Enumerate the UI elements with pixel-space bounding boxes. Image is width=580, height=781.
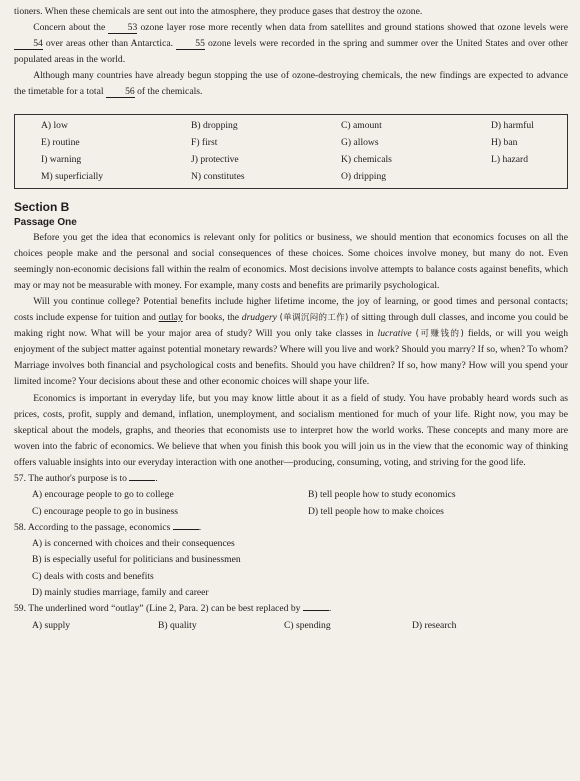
chinese-gloss: (单调沉闷的工作) — [279, 313, 349, 324]
option-c: C) encourage people to go in business — [32, 505, 179, 517]
option-a: A) is concerned with choices and their consequences — [32, 538, 235, 550]
italic-word-lucrative: lucrative — [377, 328, 412, 340]
blank-56: 56 — [106, 86, 135, 98]
option-a: A) encourage people to go to college — [32, 489, 174, 501]
option-d: D) tell people how to make choices — [308, 505, 444, 517]
option-b: B) is especially useful for politicians and businessmen — [32, 554, 241, 566]
question-57-options — [14, 487, 568, 520]
word-option: L) hazard — [491, 153, 529, 165]
word-option: E) routine — [41, 136, 80, 148]
word-option: I) warning — [41, 153, 82, 165]
cloze-paragraph-3: Although many countries have already begun stopping the use of ozone-destroying chemicals, the new findings are expected to advance the timetable for a total 56 of the chemicals. — [14, 70, 568, 98]
blank-53: 53 — [108, 22, 137, 34]
question-57: 57. The author's purpose is to . — [14, 472, 158, 484]
option-d: D) mainly studies marriage, family and career — [32, 587, 209, 599]
section-title: Section B — [14, 199, 70, 214]
blank-55: 55 — [176, 38, 205, 50]
underlined-word-outlay: outlay — [158, 312, 183, 324]
word-option: B) dropping — [191, 119, 238, 131]
word-bank-grid — [41, 119, 567, 184]
italic-word-drudgery: drudgery — [241, 312, 277, 324]
blank-54: 54 — [14, 38, 43, 50]
cloze-paragraph-2: Concern about the 53 ozone layer rose more recently when data from satellites and ground stations showed that ozone levels were 54 over areas other than Antarctica. 55 ozone levels were recorded in the spring and summer over the United States and over other populated areas in the world. — [14, 22, 569, 66]
word-bank-box — [14, 114, 568, 189]
word-option: J) protective — [191, 153, 239, 165]
question-58: 58. According to the passage, economics . — [14, 521, 202, 533]
answer-blank — [303, 610, 329, 611]
passage-paragraph-2: Will you continue college? Potential benefits include higher lifetime income, the joy of learning, or good times and personal contacts; costs include expense for tuition and outlay for books, the drudgery (单调沉闷的工作) of sitting through dull classes, and income you could be making right now. What will be your major area of study? Will you only take classes in lucrative (可赚钱的) fields, or will you weigh enjoyment of the subject matter against potential monetary rewards? Where will you live and work? Should you marry? If so, when? To whom? Marriage involves both financial and psychological costs and benefits. Should you have children? If so, how many? How will you spend your limited income? Your decisions about these and other economic choices will shape your life. — [14, 295, 569, 388]
word-option: G) allows — [341, 136, 379, 148]
passage-paragraph-1: Before you get the idea that economics is relevant only for politics or business, we should mention that economics focuses on all the choices people make and the personal and social consequences of these choices. Some choices involve money, but many do not. Even seemingly non-economic decisions fall within the realm of economics. Most decisions involve attempts to balance costs against benefits, which may or may not be measurable with money. For example, many costs and benefits are primarily psychological. — [14, 231, 568, 291]
passage-title: Passage One — [14, 216, 77, 228]
question-59: 59. The underlined word “outlay” (Line 2, Para. 2) can be best replaced by . — [14, 603, 332, 615]
passage-paragraph-3: Economics is important in everyday life, but you may know little about it as a field of study. You have probably heard words such as prices, costs, profit, supply and demand, inflation, unemployment, and socialism mentioned for much of your life. Right now, you may be skeptical about the models, graphs, and theories that economists use to interpret how the world works. These concepts and many more are woven into the fabric of economics. We believe that when you finish this book you will join us in the view that the economic way of thinking offers valuable insights into our everyday interaction with one another—producing, consuming, voting, and striving for the good life. — [14, 392, 568, 468]
option-c: C) deals with costs and benefits — [32, 570, 154, 582]
option-c: C) spending — [284, 619, 331, 631]
option-a: A) supply — [32, 619, 71, 631]
cloze-passage — [14, 0, 568, 101]
word-option: C) amount — [341, 119, 382, 131]
word-option: K) chemicals — [341, 153, 392, 165]
option-d: D) research — [412, 619, 457, 631]
word-option: H) ban — [491, 136, 518, 148]
answer-blank — [129, 480, 155, 481]
word-option: N) constitutes — [191, 170, 245, 182]
cloze-paragraph-1: tioners. When these chemicals are sent out into the atmosphere, they produce gases that destroy the ozone. — [14, 6, 423, 17]
word-option: A) low — [41, 119, 68, 131]
word-option: D) harmful — [491, 119, 534, 131]
chinese-gloss: (可赚钱的) — [415, 329, 464, 340]
word-option: O) dripping — [341, 170, 387, 182]
question-58-options — [14, 536, 568, 601]
question-59-options — [14, 618, 568, 634]
option-b: B) tell people how to study economics — [308, 489, 456, 501]
word-option: M) superficially — [41, 170, 104, 182]
answer-blank — [173, 529, 199, 530]
word-option: F) first — [191, 136, 218, 148]
option-b: B) quality — [158, 619, 197, 631]
